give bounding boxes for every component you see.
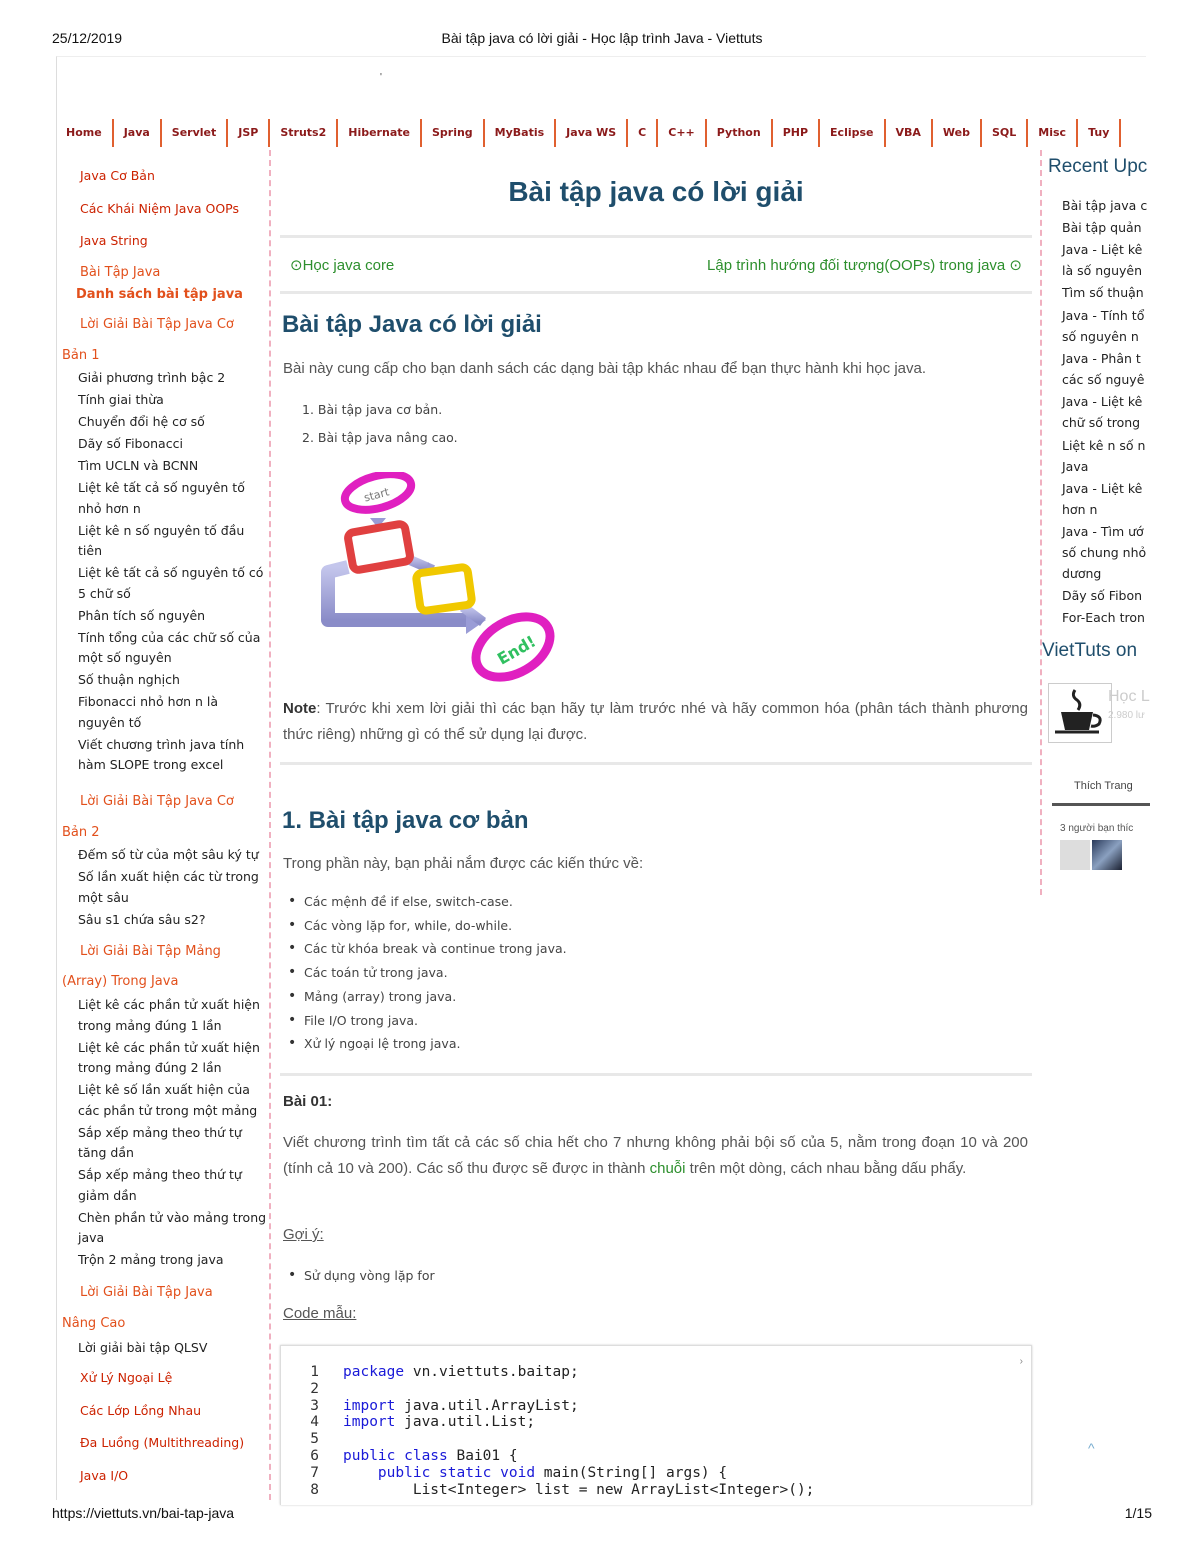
nav-mybatis[interactable]: MyBatis (485, 119, 557, 147)
code-toolbar-icon[interactable]: › (1019, 1356, 1023, 1367)
code-text (343, 1448, 518, 1464)
sidebar-exercise-link[interactable]: Giải phương trình bậc 2 (78, 370, 226, 385)
recent-update-link[interactable]: Java - Liệt kê (1062, 394, 1143, 409)
nav-loi-giai-nang-cao[interactable]: Lời Giải Bài Tập Java (80, 1285, 213, 1300)
sidebar-exercise-link[interactable]: Sâu s1 chứa sâu s2? (78, 911, 206, 927)
topic-item: • File I/O trong java. (304, 1013, 418, 1028)
nav-oops[interactable]: Các Khái Niệm Java OOPs (80, 201, 240, 216)
code-rest: List<Integer> list = new ArrayList<Integer>(); (343, 1481, 815, 1498)
sidebar-exercise-link[interactable]: Tính giai thừa (78, 392, 164, 407)
topic-item: • Các mệnh đề if else, switch-case. (304, 894, 513, 909)
nav-home[interactable]: Home (56, 119, 114, 147)
nav-qlsv[interactable]: Lời giải bài tập QLSV (78, 1340, 208, 1355)
code-keyword: import (343, 1397, 396, 1414)
recent-update-link[interactable]: dương (1062, 566, 1102, 581)
print-date: 25/12/2019 (52, 30, 123, 46)
nav-da-luong[interactable]: Đa Luồng (Multithreading) (80, 1435, 245, 1450)
toc-item[interactable]: 2. Bài tập java nâng cao. (302, 430, 458, 445)
exercise-01-label: Bài 01: (283, 1093, 333, 1110)
sidebar-exercise-link[interactable]: Liệt kê tất cả số nguyên tố có 5 chữ số (78, 565, 264, 601)
code-text (343, 1482, 814, 1498)
next-link[interactable]: Lập trình hướng đối tượng(OOPs) trong java ⊙ (707, 257, 1022, 274)
sidebar-exercise-link[interactable]: Fibonacci nhỏ hơn n là nguyên tố (78, 694, 219, 730)
nav-servlet[interactable]: Servlet (162, 119, 228, 147)
hint-label: Gợi ý: (283, 1226, 324, 1243)
recent-update-link[interactable]: Java (1062, 459, 1089, 474)
line-number: 8 (310, 1481, 319, 1498)
left-sidebar (56, 150, 271, 1500)
nav-xu-ly-ngoai-le[interactable]: Xử Lý Ngoại Lệ (80, 1370, 173, 1385)
nav-sql[interactable]: SQL (982, 119, 1028, 147)
nav-eclipse[interactable]: Eclipse (820, 119, 885, 147)
sidebar-exercise-link[interactable]: Dãy số Fibonacci (78, 436, 183, 451)
sidebar-exercise-link[interactable]: Sắp xếp mảng theo thứ tự giảm dần (78, 1167, 242, 1203)
sidebar-exercise-link[interactable]: Sắp xếp mảng theo thứ tự tăng dần (78, 1124, 242, 1160)
friend-avatar[interactable] (1060, 840, 1090, 870)
line-number: 4 (310, 1414, 319, 1431)
recent-update-link[interactable]: các số nguyê (1062, 372, 1145, 387)
nav-java-co-ban[interactable]: Java Cơ Bản (80, 168, 155, 183)
exercise-01-text-a: Viết chương trình tìm tất cả các số chia hết cho 7 nhưng không phải bội số của 5, nằm trong đoạn 10 và 200 (tính cả 10 và 200). Các số thu được sẽ được in thành (283, 1134, 1028, 1177)
section-heading-1: Bài tập Java có lời giải (282, 311, 542, 338)
sidebar-exercise-link[interactable]: Số lần xuất hiện các từ trong một sâu (78, 869, 259, 905)
note-paragraph (283, 696, 1028, 747)
nav-struts2[interactable]: Struts2 (270, 119, 338, 147)
note-label: Note (283, 700, 317, 717)
scroll-to-top-icon[interactable]: ^ (1088, 1440, 1095, 1456)
nav-bai-tap-java[interactable]: Bài Tập Java (80, 265, 161, 280)
recent-update-link[interactable]: Tìm số thuận (1062, 285, 1144, 300)
exercise-01-text (283, 1130, 1028, 1181)
sidebar-exercise-link[interactable]: Số thuận nghịch (78, 672, 180, 687)
nav-php[interactable]: PHP (773, 119, 820, 147)
main-nav (56, 118, 1146, 148)
recent-update-link[interactable]: hơn n (1062, 502, 1098, 517)
exercise-01-text-b: trên một dòng, cách nhau bằng dấu phẩy. (685, 1159, 967, 1177)
fb-like-widget (1052, 768, 1150, 806)
recent-update-link[interactable]: Bài tập quản (1062, 220, 1142, 235)
section-intro: Trong phần này, bạn phải nắm được các kiến thức về: (283, 855, 644, 872)
hint-item: • Sử dụng vòng lặp for (304, 1268, 435, 1283)
nav-java-string[interactable]: Java String (80, 233, 148, 248)
group2-list (78, 845, 268, 932)
code-line (281, 1431, 319, 1448)
nav-loi-giai-co-ban-2[interactable]: Lời Giải Bài Tập Java Cơ (80, 794, 234, 809)
sidebar-exercise-link[interactable]: Liệt kê n số nguyên tố đầu tiên (78, 522, 245, 558)
nav-spring[interactable]: Spring (422, 119, 485, 147)
nav-loi-giai-mang[interactable]: Lời Giải Bài Tập Mảng (80, 944, 221, 959)
group3-list (78, 995, 268, 1272)
recent-update-link[interactable]: For-Each tron (1062, 610, 1145, 625)
flow-start-label: start (362, 485, 391, 505)
code-block[interactable] (280, 1345, 1032, 1505)
recent-update-link[interactable]: Java - Phân t (1062, 351, 1141, 366)
nav-java[interactable]: Java (114, 119, 162, 147)
friends-like-text: 3 người bạn thíc (1060, 823, 1134, 834)
section-heading-2: 1. Bài tập java cơ bản (282, 807, 529, 834)
nav-misc[interactable]: Misc (1028, 119, 1078, 147)
flowchart-illustration (308, 472, 568, 692)
chuoi-link[interactable]: chuỗi (649, 1159, 686, 1177)
code-line (281, 1381, 319, 1398)
facebook-page-thumbnail[interactable] (1048, 683, 1112, 743)
sidebar-exercise-link[interactable]: Liệt kê các phần tử xuất hiện trong mảng đúng 1 lần (78, 997, 260, 1033)
print-url: https://viettuts.vn/bai-tap-java (52, 1505, 235, 1521)
recent-update-link[interactable]: là số nguyên (1062, 263, 1143, 278)
code-rest: main(String[] args) { (535, 1464, 728, 1481)
sidebar-exercise-link[interactable]: Phân tích số nguyên (78, 607, 206, 623)
code-keyword: public static void (343, 1464, 536, 1481)
nav-danh-sach-bai-tap[interactable]: Danh sách bài tập java (76, 287, 243, 302)
toc-item[interactable]: 1. Bài tập java cơ bản. (302, 402, 443, 417)
intro-paragraph: Bài này cung cấp cho bạn danh sách các dạng bài tập khác nhau để bạn thực hành khi học java. (283, 360, 927, 377)
code-line (281, 1364, 579, 1381)
prev-link[interactable]: ⊙Học java core (290, 257, 395, 274)
recent-updates-heading: Recent Upc (1048, 156, 1148, 177)
code-rest: Bai01 { (447, 1448, 518, 1464)
line-number: 7 (310, 1464, 319, 1481)
code-keyword: package (343, 1364, 405, 1380)
line-number: 5 (310, 1431, 319, 1448)
divider (280, 291, 1032, 294)
nav-loi-giai-co-ban-1[interactable]: Lời Giải Bài Tập Java Cơ (80, 317, 234, 332)
recent-update-link[interactable]: Dãy số Fibon (1062, 588, 1143, 603)
divider (280, 762, 1032, 765)
code-rest: vn.viettuts.baitap; (404, 1364, 579, 1380)
print-page-number: 1/15 (1124, 1505, 1152, 1521)
code-text (343, 1465, 727, 1481)
code-rest: java.util.ArrayList; (395, 1397, 579, 1414)
code-text (343, 1364, 579, 1380)
sidebar-exercise-link[interactable]: Tìm UCLN và BCNN (78, 458, 199, 473)
header-ad-marker: ' (380, 72, 382, 83)
code-sample-label: Code mẫu: (283, 1305, 357, 1322)
topic-item: • Mảng (array) trong java. (304, 989, 456, 1004)
nav-tuy[interactable]: Tuy (1078, 119, 1121, 147)
sidebar-exercise-link[interactable]: Chèn phần tử vào mảng trong java (78, 1209, 267, 1245)
flow-end-label: End! (494, 631, 540, 669)
nav-hibernate[interactable]: Hibernate (338, 119, 422, 147)
print-title: Bài tập java có lời giải - Học lập trình Java - Viettuts (441, 30, 763, 46)
line-number: 3 (310, 1397, 319, 1414)
code-keyword: import (343, 1414, 396, 1431)
nav-jsp[interactable]: JSP (228, 119, 270, 147)
code-rest: java.util.List; (395, 1414, 536, 1431)
page-title: Bài tập java có lời giải (508, 176, 804, 207)
recent-update-link[interactable]: chữ số trong (1062, 415, 1141, 430)
sidebar-exercise-link[interactable]: Đếm số từ của một sâu ký tự (78, 847, 259, 862)
topic-item: • Các vòng lặp for, while, do-while. (304, 918, 512, 933)
friend-avatar[interactable] (1092, 840, 1122, 870)
nav-vba[interactable]: VBA (886, 119, 933, 147)
sidebar-exercise-link[interactable]: Liệt kê số lần xuất hiện của các phần tử trong một mảng (78, 1082, 258, 1118)
nav-web[interactable]: Web (933, 119, 982, 147)
coffee-cup-icon (1049, 684, 1111, 742)
recent-update-link[interactable]: Liệt kê n số n (1062, 438, 1146, 453)
recent-update-link[interactable]: Bài tập java c (1062, 198, 1148, 213)
recent-update-link[interactable]: Java - Tìm ướ (1062, 524, 1144, 539)
sidebar-exercise-link[interactable]: Chuyển đổi hệ cơ số (78, 414, 205, 429)
divider (280, 235, 1032, 238)
topic-item: • Các toán tử trong java. (304, 965, 448, 980)
code-line (281, 1464, 728, 1482)
sidebar-exercise-link[interactable]: Viết chương trình java tính hàm SLOPE trong excel (78, 736, 245, 772)
line-number: 1 (310, 1364, 319, 1380)
nav-loi-giai-mang-suffix[interactable]: (Array) Trong Java (62, 974, 179, 989)
code-line (281, 1414, 536, 1431)
topic-item: • Các từ khóa break và continue trong java. (304, 941, 567, 956)
line-number: 2 (310, 1380, 319, 1397)
sidebar-exercise-link[interactable]: Trộn 2 mảng trong java (78, 1252, 224, 1267)
recent-update-link[interactable]: số nguyên n (1062, 329, 1139, 344)
recent-update-link[interactable]: Java - Liệt kê (1062, 242, 1143, 257)
code-line (281, 1397, 579, 1415)
nav-loi-giai-co-ban-1-suffix[interactable]: Bản 1 (62, 348, 100, 363)
divider (280, 1073, 1032, 1076)
sidebar-exercise-link[interactable]: Liệt kê tất cả số nguyên tố nhỏ hơn n (78, 480, 245, 516)
nav-loi-giai-co-ban-2-suffix[interactable]: Bản 2 (62, 825, 100, 840)
recent-update-link[interactable]: Java - Liệt kê (1062, 481, 1143, 496)
code-text (343, 1398, 579, 1414)
code-line (281, 1448, 518, 1465)
nav-lop-long-nhau[interactable]: Các Lớp Lồng Nhau (80, 1403, 202, 1418)
fb-page-name[interactable]: Học L (1108, 688, 1150, 705)
nav-python[interactable]: Python (707, 119, 773, 147)
fb-like-count: 2.980 lư (1108, 710, 1145, 721)
nav-c[interactable]: C (628, 119, 658, 147)
sidebar-exercise-link[interactable]: Tính tổng của các chữ số của một số nguyên (78, 629, 261, 665)
code-line (281, 1481, 815, 1499)
code-keyword: public class (343, 1448, 448, 1464)
sidebar-exercise-link[interactable]: Liệt kê các phần tử xuất hiện trong mảng đúng 2 lần (78, 1039, 260, 1075)
line-number: 6 (310, 1448, 319, 1464)
group1-list (78, 368, 268, 777)
topic-item: • Xử lý ngoại lệ trong java. (304, 1036, 460, 1051)
nav-c-[interactable]: C++ (658, 119, 707, 147)
note-text: : Trước khi xem lời giải thì các bạn hãy tự làm trước nhé và hãy common hóa (phân tách thành phương thức riêng) những gì có thể sử dụng lại được. (283, 700, 1028, 743)
like-page-button[interactable]: Thích Trang (1074, 780, 1133, 792)
nav-loi-giai-nang-cao-suffix[interactable]: Nâng Cao (62, 1316, 126, 1331)
print-header (52, 30, 1152, 50)
recent-update-link[interactable]: Java - Tính tổ (1062, 308, 1145, 323)
right-sidebar (1040, 150, 1150, 895)
social-heading: VietTuts on (1042, 640, 1138, 661)
nav-java-io[interactable]: Java I/O (80, 1468, 129, 1483)
code-text (343, 1414, 535, 1430)
nav-java-ws[interactable]: Java WS (556, 119, 628, 147)
recent-update-link[interactable]: số chung nhỏ (1062, 545, 1147, 560)
